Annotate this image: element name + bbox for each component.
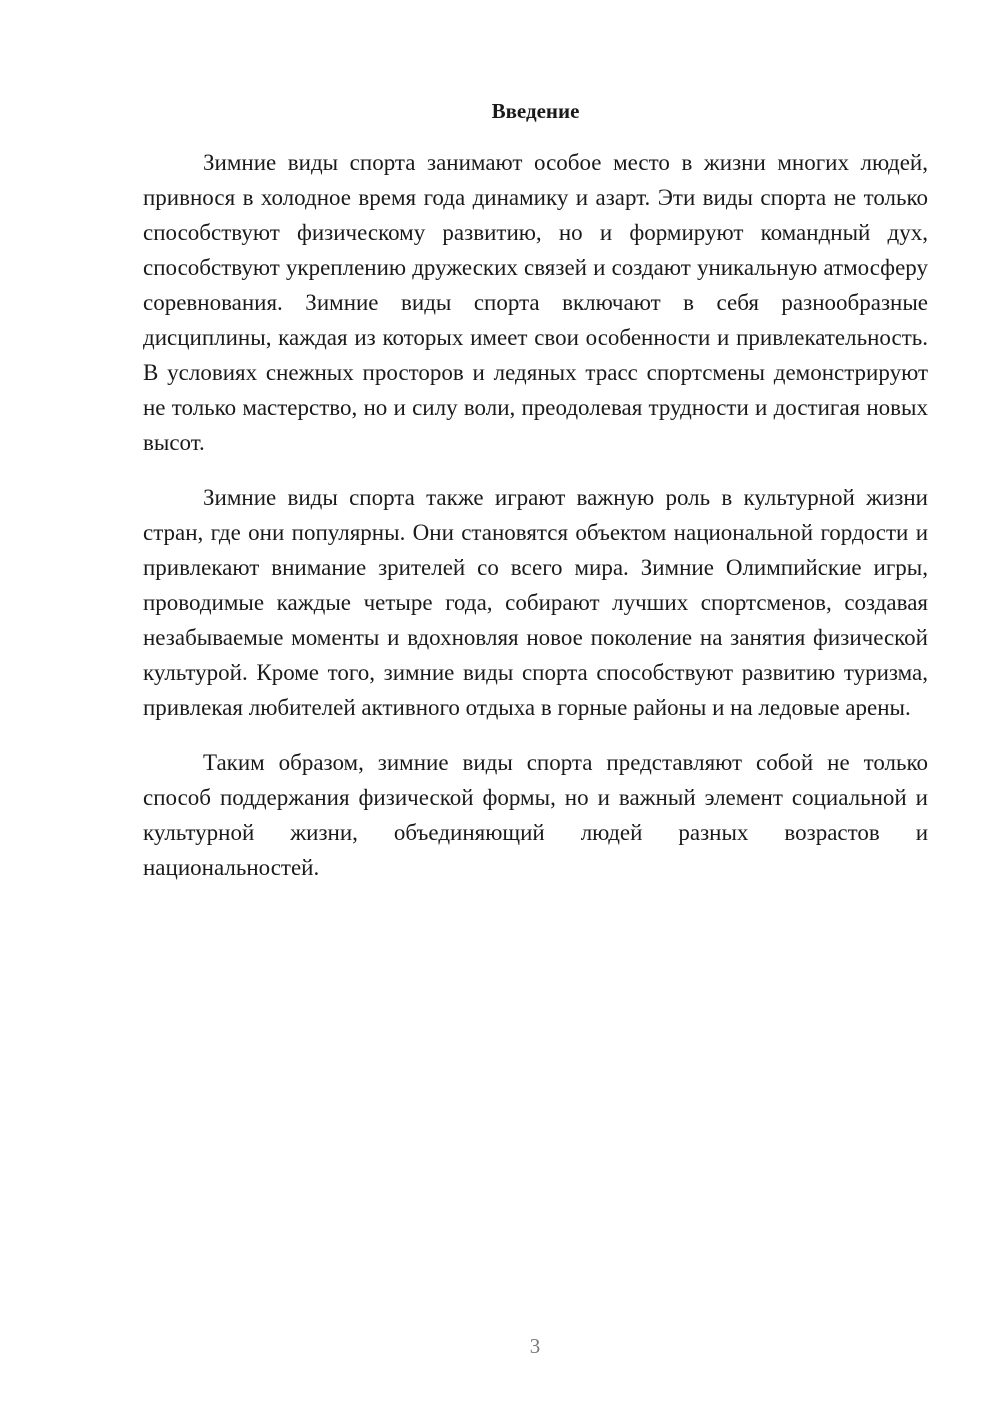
- paragraph-3: Таким образом, зимние виды спорта представляют собой не только способ поддержания физической формы, но и важный элемент социальной и культурной жизни, объединяющий людей разных возрастов и национальностей.: [143, 750, 928, 880]
- document-body: [143, 96, 928, 905]
- paragraph-2: Зимние виды спорта также играют важную роль в культурной жизни стран, где они популярны. Они становятся объектом национальной гордости и привлекают внимание зрителей со всего мира. Зимние Олимпийские игры, проводимые каждые четыре года, собирают лучших спортсменов, создавая незабываемые моменты и вдохновляя новое поколение на занятия физической культурой. Кроме того, зимние виды спорта способствуют развитию туризма, привлекая любителей активного отдыха в горные районы и на ледовые арены.: [143, 485, 928, 720]
- page-number: 3: [529, 1334, 541, 1358]
- section-title: Введение: [491, 99, 580, 123]
- paragraph-1: Зимние виды спорта занимают особое место в жизни многих людей, привнося в холодное время года динамику и азарт. Эти виды спорта не только способствуют физическому развитию, но и формируют командный дух, способствуют укреплению дружеских связей и создают уникальную атмосферу соревнования. Зимние виды спорта включают в себя разнообразные дисциплины, каждая из которых имеет свои особенности и привлекательность. В условиях снежных просторов и ледяных трасс спортсмены демонстрируют не только мастерство, но и силу воли, преодолевая трудности и достигая новых высот.: [143, 150, 928, 455]
